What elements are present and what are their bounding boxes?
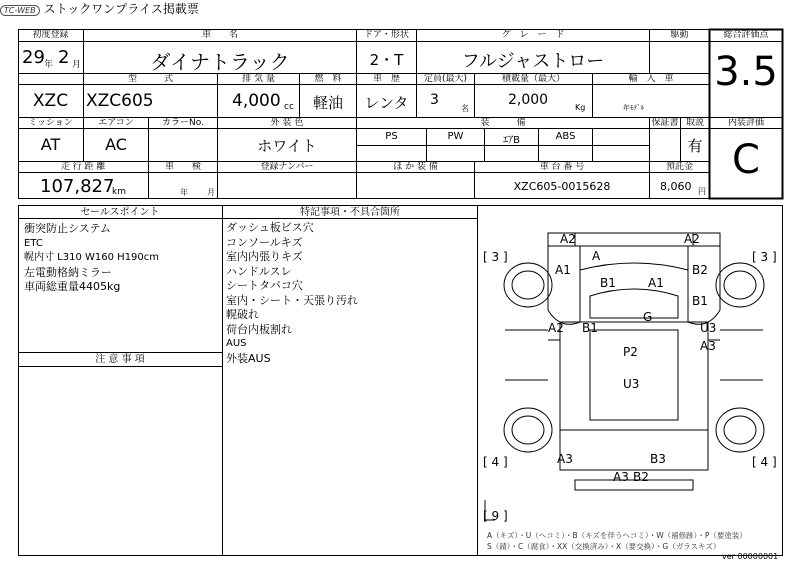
exterior-color: ホワイト	[257, 137, 317, 155]
damage-mark: A2	[684, 232, 700, 246]
equip-ps: PS	[385, 131, 398, 142]
model-year-label: 年ﾓﾃﾞﾙ	[623, 104, 644, 112]
list-item: シートタバコ穴	[226, 279, 303, 292]
remarks-list	[226, 221, 358, 366]
label-history: 車 歴	[372, 74, 400, 84]
month-unit: 月	[72, 60, 82, 70]
bracket-right-top: [ 3 ]	[752, 250, 777, 264]
label-equipment: 装 備	[480, 118, 526, 128]
label-displacement: 排 気 量	[242, 74, 275, 84]
bracket-rear: [ 9 ]	[483, 509, 508, 523]
bracket-right-bottom: [ 4 ]	[752, 455, 777, 469]
model-prefix: XZC	[32, 91, 69, 111]
damage-mark: P2	[623, 345, 638, 359]
label-car-name: 車 名	[201, 30, 238, 40]
list-item: 室内・シート・天張り汚れ	[226, 293, 358, 307]
load-unit: Kg	[575, 103, 586, 112]
notes-title: 注 意 事 項	[95, 354, 145, 365]
legend-line-2: S（錆）・C（腐食）・XX（交換済み）・X（要交換）・G（ガラスキズ）	[487, 542, 721, 551]
list-item: 幌破れ	[226, 308, 259, 321]
list-item: ETC	[24, 237, 43, 249]
label-aircon: エアコン	[98, 118, 134, 128]
cc-unit: cc	[284, 102, 294, 112]
bracket-left-bottom: [ 4 ]	[483, 455, 508, 469]
chassis-no: XZC605-0015628	[513, 180, 611, 193]
label-import: 輸 入 車	[628, 74, 674, 84]
label-grade: グ レ ー ド	[501, 30, 565, 40]
damage-mark: A	[592, 249, 601, 263]
list-item: AUS	[226, 338, 247, 349]
deposit: 8,060	[660, 180, 692, 193]
label-door: ドア・形状	[364, 30, 409, 40]
label-manual: 取説	[685, 118, 704, 128]
mileage: 107,827	[40, 176, 115, 197]
damage-mark: A1	[555, 263, 571, 277]
insp-month-unit: 月	[207, 188, 215, 197]
damage-mark: A3	[700, 339, 716, 353]
damage-mark: A3	[557, 452, 573, 466]
list-item: 外装AUS	[226, 351, 271, 365]
history: レンタ	[364, 94, 409, 112]
damage-mark: B2	[633, 470, 649, 484]
mission: AT	[40, 135, 61, 154]
damage-mark: U3	[700, 321, 717, 335]
equip-airbag: ｴｱB	[503, 135, 520, 146]
damage-mark: B3	[650, 452, 666, 466]
label-mileage: 走 行 距 離	[60, 162, 106, 172]
label-first-reg: 初度登録	[32, 30, 69, 40]
manual: 有	[687, 137, 703, 155]
label-score: 総合評価点	[723, 30, 769, 40]
label-warranty: 保証書	[651, 118, 679, 128]
insp-year-unit: 年	[180, 188, 188, 197]
overall-score: 3.5	[714, 49, 778, 95]
label-fuel: 燃 料	[314, 74, 342, 84]
equip-abs: ABS	[555, 131, 576, 142]
displacement: 4,000	[232, 91, 281, 111]
label-color-no: カラーNo.	[162, 118, 204, 128]
model: XZC605	[86, 91, 154, 111]
damage-mark: B2	[692, 263, 708, 277]
damage-mark: A3	[613, 470, 629, 484]
first-reg-month: 2	[58, 47, 70, 68]
damage-mark: A2	[560, 232, 576, 246]
logo: TC-WEB	[0, 5, 40, 16]
label-model: 型 式	[127, 74, 173, 84]
capacity-unit: 名	[461, 104, 469, 113]
year-unit: 年	[44, 60, 54, 70]
label-load: 積載量（最大）	[501, 74, 565, 84]
list-item: 衝突防止システム	[24, 222, 111, 235]
label-deposit: 預託金	[665, 162, 693, 172]
grade: フルジャストロー	[461, 51, 605, 72]
interior-score: C	[732, 137, 760, 183]
damage-mark: A2	[548, 321, 564, 335]
label-drive: 駆動	[670, 30, 689, 40]
list-item: ダッシュ板ビス穴	[226, 221, 314, 234]
list-item: 荷台内板割れ	[226, 322, 292, 336]
bracket-left-top: [ 3 ]	[483, 250, 508, 264]
sales-points-list	[24, 222, 159, 295]
yen-unit: 円	[698, 187, 706, 196]
capacity: 3	[430, 92, 439, 108]
list-item: 幌内寸 L310 W160 H190cm	[24, 252, 160, 263]
remarks-title: 特記事項・不具合箇所	[300, 207, 400, 218]
label-capacity: 定員(最大)	[423, 74, 468, 84]
damage-mark: B1	[600, 276, 616, 290]
damage-mark: U3	[623, 377, 640, 391]
version: ver 00000001	[722, 552, 779, 561]
legend-line-1: A（キズ）・U（ヘコミ）・B（キズを伴うヘコミ）・W（補修跡）・P（要塗装）	[487, 531, 747, 540]
damage-mark: A1	[648, 276, 664, 290]
label-other-equip: ほ か 装 備	[393, 162, 438, 172]
list-item: ハンドルスレ	[226, 264, 292, 278]
label-plate: 登録ナンバー	[260, 162, 314, 172]
label-chassis-no: 車 台 番 号	[539, 162, 585, 172]
list-item: 車両総重量4405kg	[24, 280, 121, 293]
car-name: ダイナトラック	[150, 50, 290, 74]
first-reg-year: 29	[22, 47, 45, 68]
equip-pw: PW	[447, 131, 464, 142]
door-shape: 2・T	[369, 51, 404, 69]
label-inspection: 車 検	[164, 162, 201, 172]
aircon: AC	[105, 135, 127, 154]
km-unit: km	[112, 187, 126, 197]
form-title: ストックワンプライス掲載票	[43, 2, 199, 16]
label-mission: ミッション	[28, 118, 73, 128]
list-item: 左電動格納ミラー	[24, 265, 112, 279]
label-interior-score: 内装評価	[727, 118, 764, 128]
label-exterior-color: 外 装 色	[270, 118, 304, 128]
list-item: 室内内張りキズ	[226, 250, 303, 263]
sales-points-title: セールスポイント	[80, 207, 160, 218]
load: 2,000	[508, 92, 549, 108]
damage-mark: B1	[692, 294, 708, 308]
damage-mark: G	[643, 310, 653, 324]
fuel: 軽油	[312, 94, 343, 112]
list-item: コンソールキズ	[226, 235, 303, 249]
damage-mark: B1	[582, 321, 598, 335]
